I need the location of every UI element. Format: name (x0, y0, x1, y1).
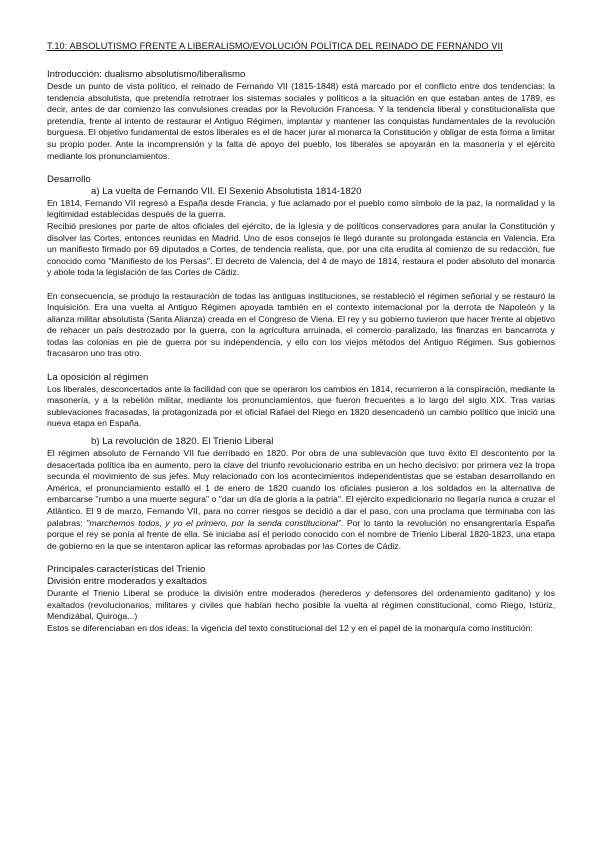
trienio-subheading: División entre moderados y exaltados (47, 575, 207, 587)
trienio-paragraph-2: Estos se diferenciaban en dos ideas: la vigencia del texto constitucional del 12 y en el papel de la monarquía como institución: (47, 622, 533, 633)
section-a-paragraph-2: Recibió presiones por parte de altos oficiales del ejército, de la Iglesia y de políticos conservadores para anular la Constitución y disolver las Cortes, entonces reunidas en Madrid. Uno de esos consejos le llegó durante su prolongada estancia en Valencia. Era un manifiesto firmado por 69 diputados a Cortes, de tendencia realista, que, por una cita erudita al comienzo de su redacción, fue conocido como "Manifiesto de los Persas". El decreto de Valencia, del 4 de mayo de 1814, restaura el poder absoluto del monarca y abole toda la legislación de las Cortes de Cádiz. (47, 220, 555, 278)
trienio-paragraph-1: Durante el Trienio Liberal se produce la división entre moderados (herederos y defensores del ordenamiento gaditano) y los exaltados (revolucionarios, militares y civiles que habían hecho posible la vuelta al régimen constitucional, como Riego, Istúriz, Mendizábal, Quiroga...) (47, 587, 555, 622)
section-a-paragraph-1: En 1814, Fernando VII regresó a España desde Francia, y fue aclamado por el pueblo como símbolo de la paz, la normalidad y la legitimidad establecidas después de la guerra. (47, 197, 555, 220)
document-body (47, 40, 555, 634)
section-b-paragraph (47, 448, 555, 552)
section-a-paragraph-3: En consecuencia, se produjo la restauración de todas las antiguas instituciones, se restableció el régimen señorial y se restauró la Inquisición. Era una vuelta al Antiguo Régimen apoyada también en el contexto internacional por la derrota de Napoleón y la alianza militar absolutista (Santa Alianza) creada en el Congreso de Viena. El rey y su gobierno tuvieron que hacer frente al objetivo de rehacer un país destrozado por la guerra, con la agricultura arruinada, el comercio paralizado, las finanzas en bancarrota y todas las colonias en pie de guerra por su independencia, y ello con los viejos métodos del Antiguo Régimen. Sus gobiernos fracasaron uno tras otro. (47, 290, 555, 359)
section-b-text-after: . Por lo tanto la revolución no ensangrentaría España porque el rey se ponía al frente de ella. Se iniciaba así el periodo conocido con el nombre de Trienio Liberal 1820-1823, una etapa de gobierno en la que se intentaron aplicar las reformas aprobadas por las Cortes de Cádiz. (47, 517, 555, 551)
desarrollo-heading: Desarrollo (47, 173, 91, 185)
oposicion-paragraph: Los liberales, desconcertados ante la facilidad con que se operaron los cambios en 1814, recurrieron a la conspiración, mediante la masonería, y a la rebelión militar, mediante los pronunciamientos, que fueron frecuentes a lo largo del siglo XIX. Tras varias sublevaciones fracasadas, la protagonizada por el oficial Rafael del Riego en 1820 desencadenó un cambio político que inició una nueva etapa en España. (47, 383, 555, 429)
intro-paragraph: Desde un punto de vista político, el reinado de Fernando VII (1815-1848) está marcado por el conflicto entre dos tendencias: la tendencia absolutista, que pretendía retrotraer los sistemas sociales y políticos a la situación en que estaban antes de 1789, es decir, antes de dar comienzo las convulsiones creadas por la Revolución Francesa. Y la tendencia liberal y constitucionalista que pretendía, frente al intento de restaurar el Antiguo Régimen, implantar y mantener las conquistas fundamentales de la revolución burguesa. El objetivo fundamental de estos liberales es el de hacer jurar al monarca la Constitución y obligar de esta forma a limitar su propio poder. Ante la incomprensión y la falta de apoyo del pueblo, los liberales se apoyarán en la masonería y el ejército mediante los pronunciamientos. (47, 81, 555, 161)
section-b-quote: "marchemos todos, y yo el primero, por la senda constitucional" (86, 517, 341, 528)
intro-heading: Introducción: dualismo absolutismo/liberalismo (47, 69, 246, 80)
section-b-text-before: El régimen absoluto de Fernando VII fue derribado en 1820. Por obra de una sublevación que tuvo éxito El descontento por la desacertada política iba en aumento, pero la clave del triunfo revolucionario estriba en un hecho decisivo: por primera vez la tropa secunda el movimiento de sus jefes. Muy relacionado con los acontecimientos independentistas que se estaban desarrollando en América, el pronunciamiento estalló el 1 de enero de 1820 cuando los oficiales pusieron a los soldados en la alternativa de embarcarse "rumbo a una muerte segura" o "dar un día de gloria a la patria". El ejército expedicionario no llegaría nunca a cruzar el Atlántico. El 9 de marzo, Fernando VII, para no correr riesgos se decidió a dar el paso, con una proclama que terminaba con las palabras: (47, 448, 555, 528)
section-b-heading: b) La revolución de 1820. El Trienio Liberal (91, 436, 274, 448)
trienio-heading: Principales características del Trienio (47, 563, 206, 575)
section-a-heading: a) La vuelta de Fernando VII. El Sexenio Absolutista 1814-1820 (91, 185, 362, 197)
document-title: T.10: ABSOLUTISMO FRENTE A LIBERALISMO/EVOLUCIÓN POLÍTICA DEL REINADO DE FERNANDO VII (47, 41, 503, 51)
oposicion-heading: La oposición al régimen (47, 371, 149, 383)
